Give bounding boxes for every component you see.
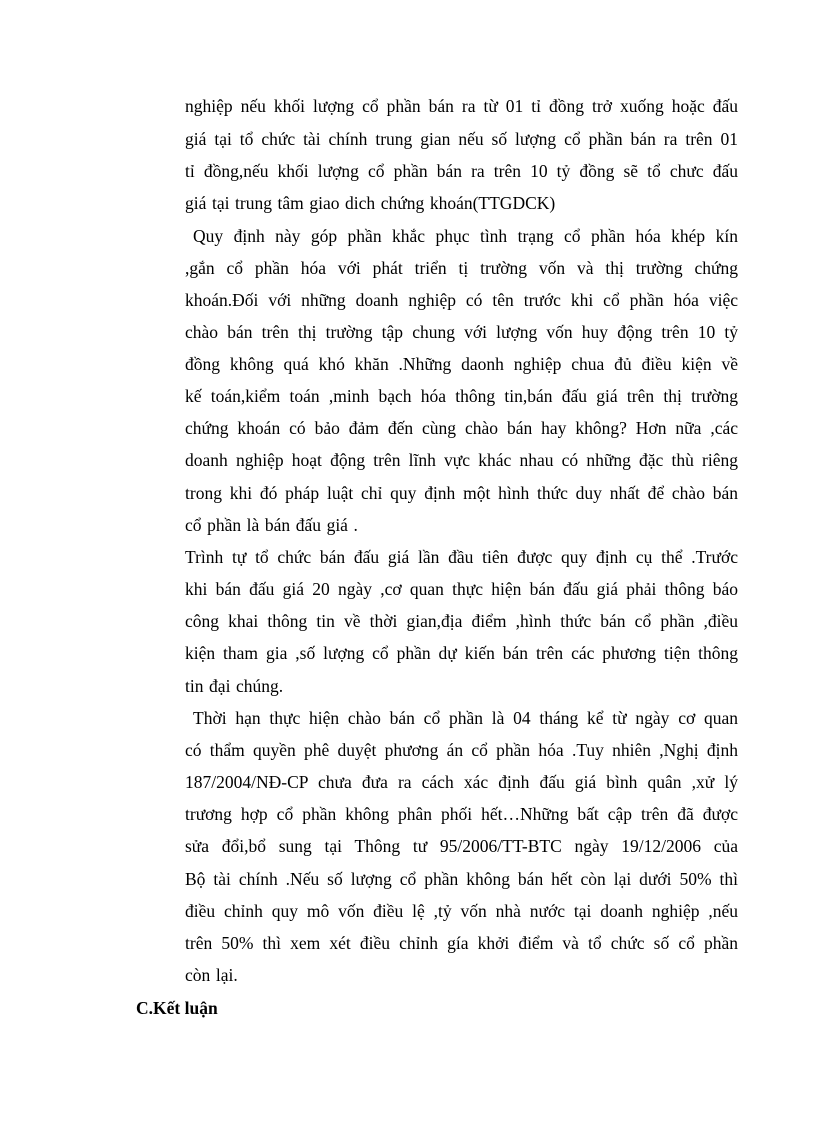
paragraph-4-line-5: sửa đổi,bổ sung tại Thông tư 95/2006/TT-BTC ngày 19/12/2006 của (185, 836, 738, 856)
paragraph-4-line-6: Bộ tài chính .Nếu số lượng cổ phần không bán hết còn lại dưới 50% thì (185, 869, 738, 889)
paragraph-1-line-3: tỉ đồng,nếu khối lượng cổ phần bán ra trên 10 tỷ đồng sẽ tổ chưc đấu (185, 161, 738, 181)
paragraph-3-line-2: khi bán đấu giá 20 ngày ,cơ quan thực hiện bán đấu giá phải thông báo (185, 579, 738, 599)
paragraph-1-line-1: nghiệp nếu khối lượng cổ phần bán ra từ 01 tỉ đồng trở xuống hoặc đấu (185, 96, 738, 116)
paragraph-4-line-2: có thẩm quyền phê duyệt phương án cổ phần hóa .Tuy nhiên ,Nghị định (185, 740, 738, 760)
paragraph-2-line-3: khoán.Đối với những doanh nghiệp có tên trước khi cổ phần hóa việc (185, 290, 738, 310)
paragraph-2-line-8: doanh nghiệp hoạt động trên lĩnh vực khác nhau có những đặc thù riêng (185, 450, 738, 470)
paragraph-3-line-4: kiện tham gia ,số lượng cổ phần dự kiến bán trên các phương tiện thông (185, 643, 738, 663)
paragraph-2-line-5: đồng không quá khó khăn .Những daonh nghiệp chua đủ điều kiện về (185, 354, 738, 374)
paragraph-4-line-9: còn lại. (185, 965, 238, 985)
paragraph-1-line-4: giá tại trung tâm giao dich chứng khoán(TTGDCK) (185, 193, 556, 213)
paragraph-4-line-4: trương hợp cổ phần không phân phối hết…Những bất cập trên đã được (185, 804, 738, 824)
paragraph-2-line-6: kế toán,kiểm toán ,minh bạch hóa thông tin,bán đấu giá trên thị trường (185, 386, 738, 406)
paragraph-2-line-2: ,gắn cổ phần hóa với phát triển tị trường vốn và thị trường chứng (185, 258, 738, 278)
paragraph-4-line-7: điều chỉnh quy mô vốn điều lệ ,tỷ vốn nhà nước tại doanh nghiệp ,nếu (185, 901, 738, 921)
paragraph-2-line-4: chào bán trên thị trường tập chung với lượng vốn huy động trên 10 tỷ (185, 322, 738, 342)
paragraph-2-line-9: trong khi đó pháp luật chỉ quy định một hình thức duy nhất để chào bán (185, 483, 738, 503)
paragraph-3-line-3: công khai thông tin về thời gian,địa điểm ,hình thức bán cổ phần ,điều (185, 611, 738, 631)
paragraph-4-line-3: 187/2004/NĐ-CP chưa đưa ra cách xác định đấu giá bình quân ,xử lý (185, 772, 738, 792)
section-heading: C.Kết luận (136, 998, 218, 1018)
paragraph-2-line-10: cổ phần là bán đấu giá . (185, 515, 358, 535)
paragraph-4-line-1: Thời hạn thực hiện chào bán cổ phần là 04 tháng kể từ ngày cơ quan (193, 708, 738, 728)
paragraph-1-line-2: giá tại tổ chức tài chính trung gian nếu số lượng cổ phần bán ra trên 01 (185, 129, 738, 149)
paragraph-4-line-8: trên 50% thì xem xét điều chỉnh gía khởi điểm và tổ chức số cổ phần (185, 933, 738, 953)
paragraph-2-line-1: Quy định này góp phần khắc phục tình trạng cổ phần hóa khép kín (193, 226, 738, 246)
paragraph-3-line-5: tin đại chúng. (185, 676, 284, 696)
paragraph-3-line-1: Trình tự tổ chức bán đấu giá lần đầu tiên được quy định cụ thể .Trước (185, 547, 738, 567)
paragraph-2-line-7: chứng khoán có bảo đảm đến cùng chào bán hay không? Hơn nữa ,các (185, 418, 738, 438)
